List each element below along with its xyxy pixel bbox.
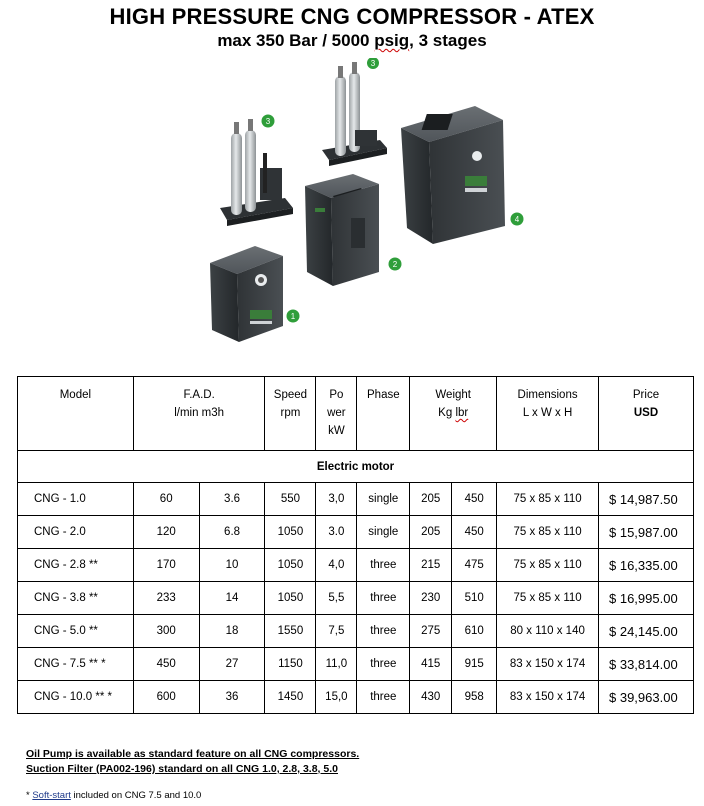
cell-rpm: 1050 xyxy=(265,582,316,615)
cell-price: $ 16,995.00 xyxy=(599,582,694,615)
table-header-row xyxy=(18,377,694,451)
cell-price: $ 24,145.00 xyxy=(599,615,694,648)
cell-kg: 205 xyxy=(410,516,452,549)
svg-text:2: 2 xyxy=(392,260,398,269)
marker-1 xyxy=(287,310,300,323)
subtitle-part-2: , 3 stages xyxy=(409,31,487,50)
section-label: Electric motor xyxy=(18,451,694,483)
header-price: Price USD xyxy=(599,377,694,451)
cell-rpm: 1050 xyxy=(265,549,316,582)
cell-dims: 75 x 85 x 110 xyxy=(497,483,599,516)
section-row-electric-motor xyxy=(18,451,694,483)
compressor-unit-2 xyxy=(305,174,379,286)
table-row xyxy=(18,549,694,582)
cell-lbr: 450 xyxy=(452,483,497,516)
marker-2 xyxy=(389,258,402,271)
cell-kw: 3.0 xyxy=(316,516,357,549)
compressor-unit-1 xyxy=(210,246,283,342)
subtitle-psig: psig xyxy=(374,31,410,50)
cell-phase: single xyxy=(357,483,410,516)
subtitle-part-1: max 350 Bar / 5000 xyxy=(217,31,375,50)
cell-lbr: 450 xyxy=(452,516,497,549)
header-fad: F.A.D. l/min m3h xyxy=(133,377,265,451)
cell-price: $ 16,335.00 xyxy=(599,549,694,582)
cell-m3h: 10 xyxy=(199,549,265,582)
cell-kg: 430 xyxy=(410,681,452,714)
compressor-product-photo xyxy=(115,58,565,370)
cell-m3h: 27 xyxy=(199,648,265,681)
cell-phase: three xyxy=(357,681,410,714)
cell-dims: 75 x 85 x 110 xyxy=(497,582,599,615)
cell-phase: three xyxy=(357,648,410,681)
cell-lbr: 915 xyxy=(452,648,497,681)
cell-dims: 75 x 85 x 110 xyxy=(497,549,599,582)
cell-m3h: 6.8 xyxy=(199,516,265,549)
document-subtitle xyxy=(0,31,704,51)
cell-kg: 215 xyxy=(410,549,452,582)
notes-block xyxy=(26,747,359,777)
svg-text:3: 3 xyxy=(265,117,271,126)
table-row xyxy=(18,615,694,648)
cell-dims: 83 x 150 x 174 xyxy=(497,681,599,714)
cell-model: CNG - 2.0 xyxy=(18,516,134,549)
cell-rpm: 1550 xyxy=(265,615,316,648)
cell-lbr: 510 xyxy=(452,582,497,615)
cell-kg: 415 xyxy=(410,648,452,681)
svg-text:1: 1 xyxy=(290,312,296,321)
cylinder-rack-left xyxy=(220,119,293,226)
cell-dims: 75 x 85 x 110 xyxy=(497,516,599,549)
marker-3-left xyxy=(262,115,275,128)
cell-rpm: 1050 xyxy=(265,516,316,549)
cell-lbr: 958 xyxy=(452,681,497,714)
header-model: Model xyxy=(18,377,134,451)
cell-kw: 7,5 xyxy=(316,615,357,648)
cell-lbr: 475 xyxy=(452,549,497,582)
cell-phase: three xyxy=(357,549,410,582)
cell-phase: three xyxy=(357,582,410,615)
cell-lmin: 120 xyxy=(133,516,199,549)
cell-model: CNG - 7.5 ** * xyxy=(18,648,134,681)
soft-start-link[interactable]: Soft-start xyxy=(32,790,71,801)
table-row xyxy=(18,483,694,516)
cell-model: CNG - 5.0 ** xyxy=(18,615,134,648)
cell-lmin: 170 xyxy=(133,549,199,582)
cell-m3h: 36 xyxy=(199,681,265,714)
cell-model: CNG - 1.0 xyxy=(18,483,134,516)
marker-3-right xyxy=(367,58,379,69)
document-title: HIGH PRESSURE CNG COMPRESSOR - ATEX xyxy=(109,4,595,29)
header-phase: Phase xyxy=(357,377,410,451)
note-oil-pump: Oil Pump is available as standard feature on all CNG compressors. xyxy=(26,748,360,760)
table-row xyxy=(18,648,694,681)
cell-price: $ 14,987.50 xyxy=(599,483,694,516)
cell-model: CNG - 2.8 ** xyxy=(18,549,134,582)
cell-model: CNG - 10.0 ** * xyxy=(18,681,134,714)
marker-4 xyxy=(511,213,524,226)
cell-kw: 5,5 xyxy=(316,582,357,615)
header-speed: Speed rpm xyxy=(265,377,316,451)
cell-kg: 275 xyxy=(410,615,452,648)
cell-price: $ 33,814.00 xyxy=(599,648,694,681)
cell-kw: 3,0 xyxy=(316,483,357,516)
table-row xyxy=(18,582,694,615)
cell-dims: 80 x 110 x 140 xyxy=(497,615,599,648)
cell-rpm: 550 xyxy=(265,483,316,516)
cell-kg: 230 xyxy=(410,582,452,615)
cell-phase: three xyxy=(357,615,410,648)
cell-lmin: 60 xyxy=(133,483,199,516)
header-dimensions: Dimensions L x W x H xyxy=(497,377,599,451)
cell-lbr: 610 xyxy=(452,615,497,648)
cell-price: $ 15,987.00 xyxy=(599,516,694,549)
header-power: Po wer kW xyxy=(316,377,357,451)
cell-lmin: 300 xyxy=(133,615,199,648)
cell-model: CNG - 3.8 ** xyxy=(18,582,134,615)
cell-rpm: 1450 xyxy=(265,681,316,714)
cell-lmin: 233 xyxy=(133,582,199,615)
cell-price: $ 39,963.00 xyxy=(599,681,694,714)
table-row xyxy=(18,516,694,549)
cell-lmin: 450 xyxy=(133,648,199,681)
cell-phase: single xyxy=(357,516,410,549)
note-suction-filter: Suction Filter (PA002-196) standard on all CNG 1.0, 2.8, 3.8, 5.0 xyxy=(26,763,338,775)
cell-m3h: 14 xyxy=(199,582,265,615)
compressor-unit-4 xyxy=(401,106,505,244)
table-row xyxy=(18,681,694,714)
svg-text:4: 4 xyxy=(514,215,520,224)
footnote: * Soft-start included on CNG 7.5 and 10.0 xyxy=(26,790,202,801)
svg-text:3: 3 xyxy=(370,59,376,68)
cylinder-rack-right xyxy=(322,62,387,166)
cell-kw: 4,0 xyxy=(316,549,357,582)
cell-rpm: 1150 xyxy=(265,648,316,681)
cell-m3h: 18 xyxy=(199,615,265,648)
cell-kg: 205 xyxy=(410,483,452,516)
cell-lmin: 600 xyxy=(133,681,199,714)
cell-kw: 11,0 xyxy=(316,648,357,681)
cell-kw: 15,0 xyxy=(316,681,357,714)
cell-dims: 83 x 150 x 174 xyxy=(497,648,599,681)
cell-m3h: 3.6 xyxy=(199,483,265,516)
header-weight: Weight Kg lbr xyxy=(410,377,497,451)
compressor-spec-table xyxy=(17,376,694,714)
